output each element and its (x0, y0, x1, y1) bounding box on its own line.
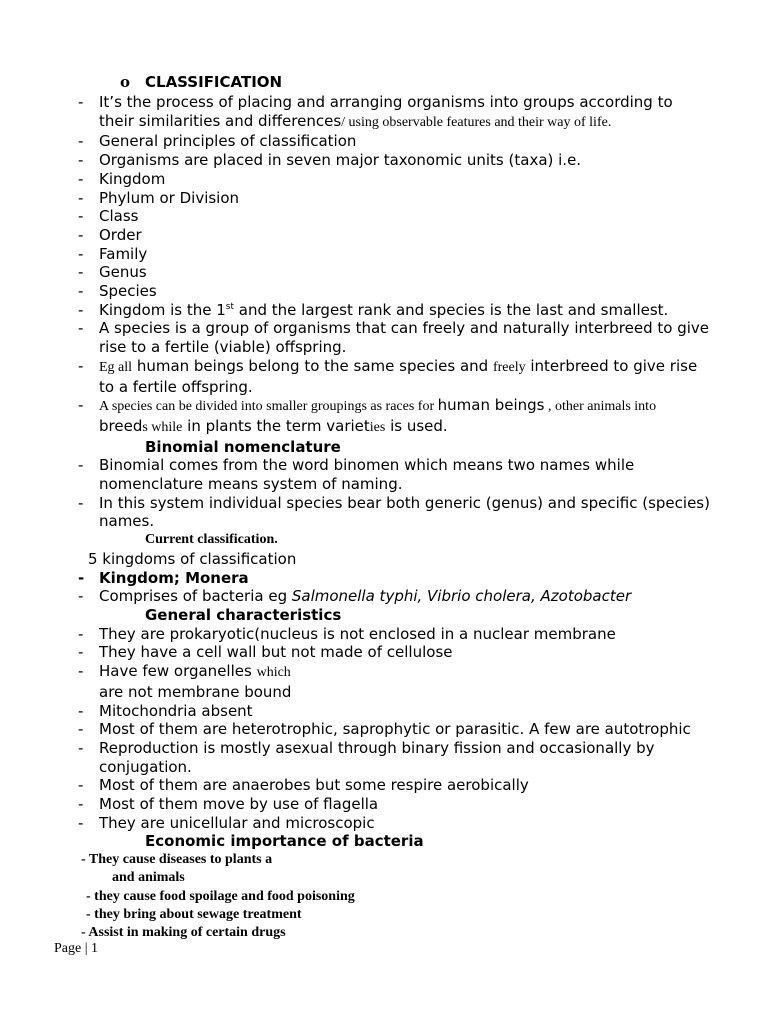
monera-heading: Kingdom; Monera (99, 568, 249, 587)
list-item (78, 189, 728, 208)
races-serif: , other animals into (544, 399, 657, 415)
dash-marker: - (78, 701, 84, 720)
races-serif: A species can be divided into smaller groupings as races for (99, 399, 438, 415)
eg-text: human beings belong to the same species and (132, 356, 493, 375)
characteristic: They are prokaryotic(nucleus is not enclosed in a nuclear membrane (99, 624, 616, 643)
dash-marker: - (78, 493, 84, 512)
list-item (78, 263, 728, 282)
list-item-continuation (78, 338, 728, 357)
page-footer: Page | 1 (54, 941, 99, 956)
species-definition: A species is a group of organisms that can freely and naturally interbreed to give (99, 319, 709, 338)
taxon-genus: Genus (99, 263, 147, 282)
list-item (78, 814, 728, 833)
list-item (78, 132, 728, 151)
list-item (78, 625, 728, 644)
list-item (78, 720, 728, 739)
eg-serif: Eg all (99, 359, 133, 375)
characteristic: Most of them are anaerobes but some respire aerobically (99, 776, 529, 795)
taxon-phylum: Phylum or Division (99, 188, 240, 207)
dash-marker: - (78, 169, 84, 188)
characteristic: Reproduction is mostly asexual through binary fission and occasionally by (99, 738, 655, 757)
list-item (78, 494, 728, 513)
characteristic: They have a cell wall but not made of cellulose (99, 643, 453, 662)
dash-marker: - (78, 188, 84, 207)
binomial-heading: Binomial nomenclature (145, 437, 341, 456)
document-body (78, 93, 728, 942)
general-characteristics-heading: General characteristics (145, 605, 342, 624)
races-text: in plants the term variet (182, 416, 370, 435)
list-item (78, 739, 728, 758)
list-item (78, 456, 728, 475)
characteristic-serif: which (256, 665, 291, 681)
dash-marker: - (78, 776, 84, 795)
binomial-text: In this system individual species bear both generic (genus) and specific (species) (99, 493, 710, 512)
races-text: is used. (385, 416, 448, 435)
dash-marker: - (78, 93, 84, 111)
dash-marker: - (78, 813, 84, 832)
taxa-intro: Organisms are placed in seven major taxonomic units (taxa) i.e. (99, 151, 582, 170)
economic-importance-heading: Economic importance of bacteria (145, 832, 424, 851)
dash-marker: - (78, 207, 84, 226)
list-item (78, 643, 728, 662)
dash-marker: - (78, 244, 84, 263)
dash-marker: - (78, 282, 84, 301)
list-item (78, 357, 728, 378)
dash-marker: - (78, 795, 84, 814)
list-item-continuation (78, 378, 728, 397)
bacteria-text: Comprises of bacteria eg (99, 587, 292, 606)
binomial-text: names. (99, 512, 155, 531)
list-item-continuation (78, 683, 728, 702)
dash-marker: - (78, 738, 84, 757)
list-item (78, 282, 728, 301)
list-item (78, 587, 728, 606)
list-item (78, 569, 728, 588)
dash-marker: - (78, 225, 84, 244)
list-item-continuation (78, 758, 728, 777)
economic-item: - Assist in making of certain drugs (81, 924, 286, 940)
dash-marker: - (78, 356, 84, 375)
taxon-species: Species (99, 282, 157, 301)
list-item (78, 170, 728, 189)
races-serif: s while (142, 419, 183, 435)
intro-line-serif: / using observable features and their way of life. (341, 114, 612, 130)
list-item (78, 93, 728, 112)
eg-text: to a fertile offspring. (99, 377, 253, 396)
species-definition: rise to a fertile (viable) offspring. (99, 338, 347, 357)
characteristic: Most of them are heterotrophic, saprophytic or parasitic. A few are autotrophic (99, 720, 691, 739)
kingdom-rank-text: and the largest rank and species is the last and smallest. (234, 300, 669, 319)
economic-item: - they bring about sewage treatment (86, 906, 302, 922)
dash-marker: - (78, 720, 84, 739)
eg-text: interbreed to give rise (525, 356, 698, 375)
bacteria-examples: Salmonella typhi, Vibrio cholera, Azotobacter (291, 587, 632, 606)
classification-heading (120, 72, 282, 92)
dash-marker: - (78, 643, 84, 662)
taxon-family: Family (99, 244, 148, 263)
list-item-continuation (78, 112, 728, 133)
dash-marker: - (78, 568, 85, 587)
dash-marker: - (78, 263, 84, 282)
list-item (78, 776, 728, 795)
economic-item: - they cause food spoilage and food poisoning (86, 888, 355, 904)
intro-line: It’s the process of placing and arranging organisms into groups according to (99, 93, 673, 111)
list-item (78, 662, 728, 683)
eg-serif: freely (492, 359, 526, 375)
dash-marker: - (78, 662, 84, 681)
taxon-class: Class (99, 207, 139, 226)
binomial-text: nomenclature means system of naming. (99, 475, 403, 494)
dash-marker: - (78, 300, 84, 319)
characteristic: conjugation. (99, 757, 192, 776)
list-item (78, 795, 728, 814)
dash-marker: - (78, 624, 84, 643)
economic-item: - They cause diseases to plants a (81, 852, 273, 868)
list-item (78, 319, 728, 338)
list-item-continuation (78, 512, 728, 531)
kingdom-rank-text: Kingdom is the 1 (99, 300, 226, 319)
races-serif: ies (369, 419, 386, 435)
races-text: human beings (437, 396, 545, 415)
list-item (78, 301, 728, 320)
superscript-st: st (225, 301, 235, 312)
list-item-continuation (78, 475, 728, 494)
economic-item: and animals (112, 870, 185, 886)
dash-marker: - (78, 396, 84, 415)
intro-line: their similarities and differences (99, 111, 342, 130)
dash-marker: - (78, 319, 84, 338)
five-kingdoms-line: 5 kingdoms of classification (88, 549, 297, 568)
characteristic: They are unicellular and microscopic (99, 813, 375, 832)
taxon-kingdom: Kingdom (99, 169, 166, 188)
taxon-order: Order (99, 225, 142, 244)
characteristic: Mitochondria absent (99, 701, 253, 720)
characteristic: are not membrane bound (99, 682, 292, 701)
current-classification-heading: Current classification. (145, 532, 278, 548)
races-text: breed (99, 416, 143, 435)
principles-line: General principles of classification (99, 132, 357, 151)
dash-marker: - (78, 456, 84, 475)
binomial-text: Binomial comes from the word binomen which means two names while (99, 456, 635, 475)
characteristic: Most of them move by use of flagella (99, 795, 379, 814)
list-item (78, 226, 728, 245)
list-item (78, 702, 728, 721)
list-item (78, 396, 728, 417)
list-item-continuation (78, 417, 728, 438)
list-item (78, 207, 728, 226)
list-item (78, 245, 728, 264)
heading-text: CLASSIFICATION (145, 73, 283, 91)
characteristic: Have few organelles (99, 662, 257, 681)
heading-bullet: o (120, 73, 131, 91)
dash-marker: - (78, 151, 84, 170)
list-item (78, 151, 728, 170)
dash-marker: - (78, 132, 84, 151)
dash-marker: - (78, 587, 84, 606)
